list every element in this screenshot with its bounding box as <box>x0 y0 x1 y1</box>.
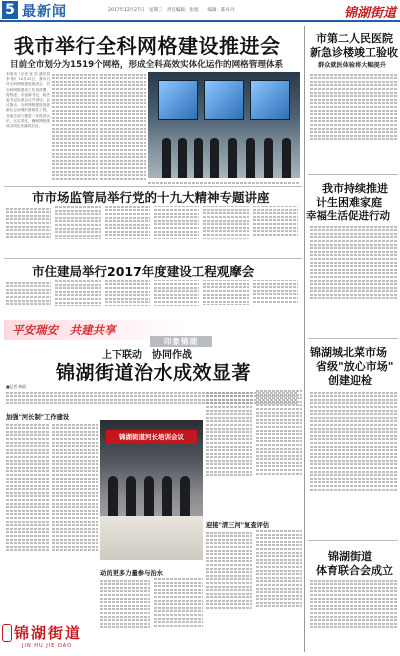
column-label: 印象锦湖 <box>150 336 212 347</box>
column-logo-pinyin: JIN HU JIE DAO <box>22 643 73 649</box>
feature-kicker: 上下联动 协同作战 <box>102 350 192 361</box>
newspaper-logo: 锦湖街道 <box>343 6 396 21</box>
right-story4-headline-l2: 体育联合会成立 <box>316 564 393 577</box>
page-number: 5 <box>2 1 18 19</box>
right-story3-headline-l3: 创建迎检 <box>328 374 372 387</box>
article1-headline: 我市举行全科网格建设推进会 <box>14 34 281 58</box>
article1-col2 <box>52 72 98 184</box>
article3-headline: 市住建局举行2017年度建设工程观摩会 <box>32 264 255 279</box>
feature-col3 <box>100 578 203 654</box>
article1-col3 <box>100 72 146 184</box>
feature-col1 <box>6 422 50 616</box>
article1-lead-text: 本报讯（记者 张 浩 通讯员 李 明）12月22日，我市召开全科网格建设推进会，对全科网格建设工作再部署、再推进。市委副书记、政法委书记出席会议并讲话。会议指出，全科网格建设是创新社会治理的基础性工程，各地各部门要进一步提高认识，压实责任，确保网格建设各项任务落到实处。 <box>6 72 50 129</box>
right-story4-body <box>310 578 398 652</box>
slogan-text: 平安瑞安 共建共享 <box>12 323 116 337</box>
right-story3-headline-l2: 省级"放心市场" <box>316 360 394 373</box>
right-story1-body <box>310 72 398 172</box>
masthead <box>0 0 400 22</box>
article1-subheadline: 目前全市划分为1519个网格，形成全科高效实体化运作的网格管理体系 <box>10 60 284 70</box>
right-story1-headline-l2: 新急诊楼竣工验收 <box>310 46 398 59</box>
article2-body <box>6 206 298 256</box>
ornament-icon <box>2 624 12 642</box>
issue-meta: 2017年12月27日 星期三 责任编辑：张旭 编辑：陈丹丹 <box>108 8 235 13</box>
feature-headline: 锦湖街道治水成效显著 <box>56 362 252 384</box>
right-story1-headline-l1: 市第二人民医院 <box>316 32 393 45</box>
feature-box2-title: 动员更多力量参与治水 <box>100 570 163 577</box>
feature-col4 <box>206 390 302 518</box>
column-logo <box>0 620 100 656</box>
feature-box3-title: 迎接"清三河"复查评估 <box>206 522 270 529</box>
photo-banner-text: 锦湖街道河长培训会议 <box>106 430 197 444</box>
feature-box1-title: 加强"河长制"工作建设 <box>6 414 70 421</box>
right-story3-headline-l1: 锦湖城北菜市场 <box>310 346 387 359</box>
article3-body <box>6 280 298 318</box>
section-name: 最新闻 <box>22 4 67 20</box>
column-divider <box>304 26 305 652</box>
right-story2-body <box>310 224 398 336</box>
right-story2-headline-l3: 幸福生活促进行动 <box>306 210 390 222</box>
right-story2-headline-l2: 计生困难家庭 <box>316 196 382 209</box>
training-photo <box>100 420 203 560</box>
right-story2-headline-l1: 我市持续推进 <box>322 182 388 195</box>
article1-lead <box>6 72 50 184</box>
meeting-photo <box>148 72 300 178</box>
right-story4-headline-l1: 锦湖街道 <box>328 550 372 563</box>
right-story1-subheadline: 群众就医体验将大幅提升 <box>318 62 387 69</box>
feature-byline: ■记者 林丽 <box>6 384 26 389</box>
feature-col2 <box>52 422 98 616</box>
right-story3-body <box>310 390 398 538</box>
article2-headline: 市市场监管局举行党的十九大精神专题讲座 <box>32 190 270 205</box>
column-logo-name: 锦湖街道 <box>14 624 83 642</box>
feature-col5 <box>206 530 302 652</box>
